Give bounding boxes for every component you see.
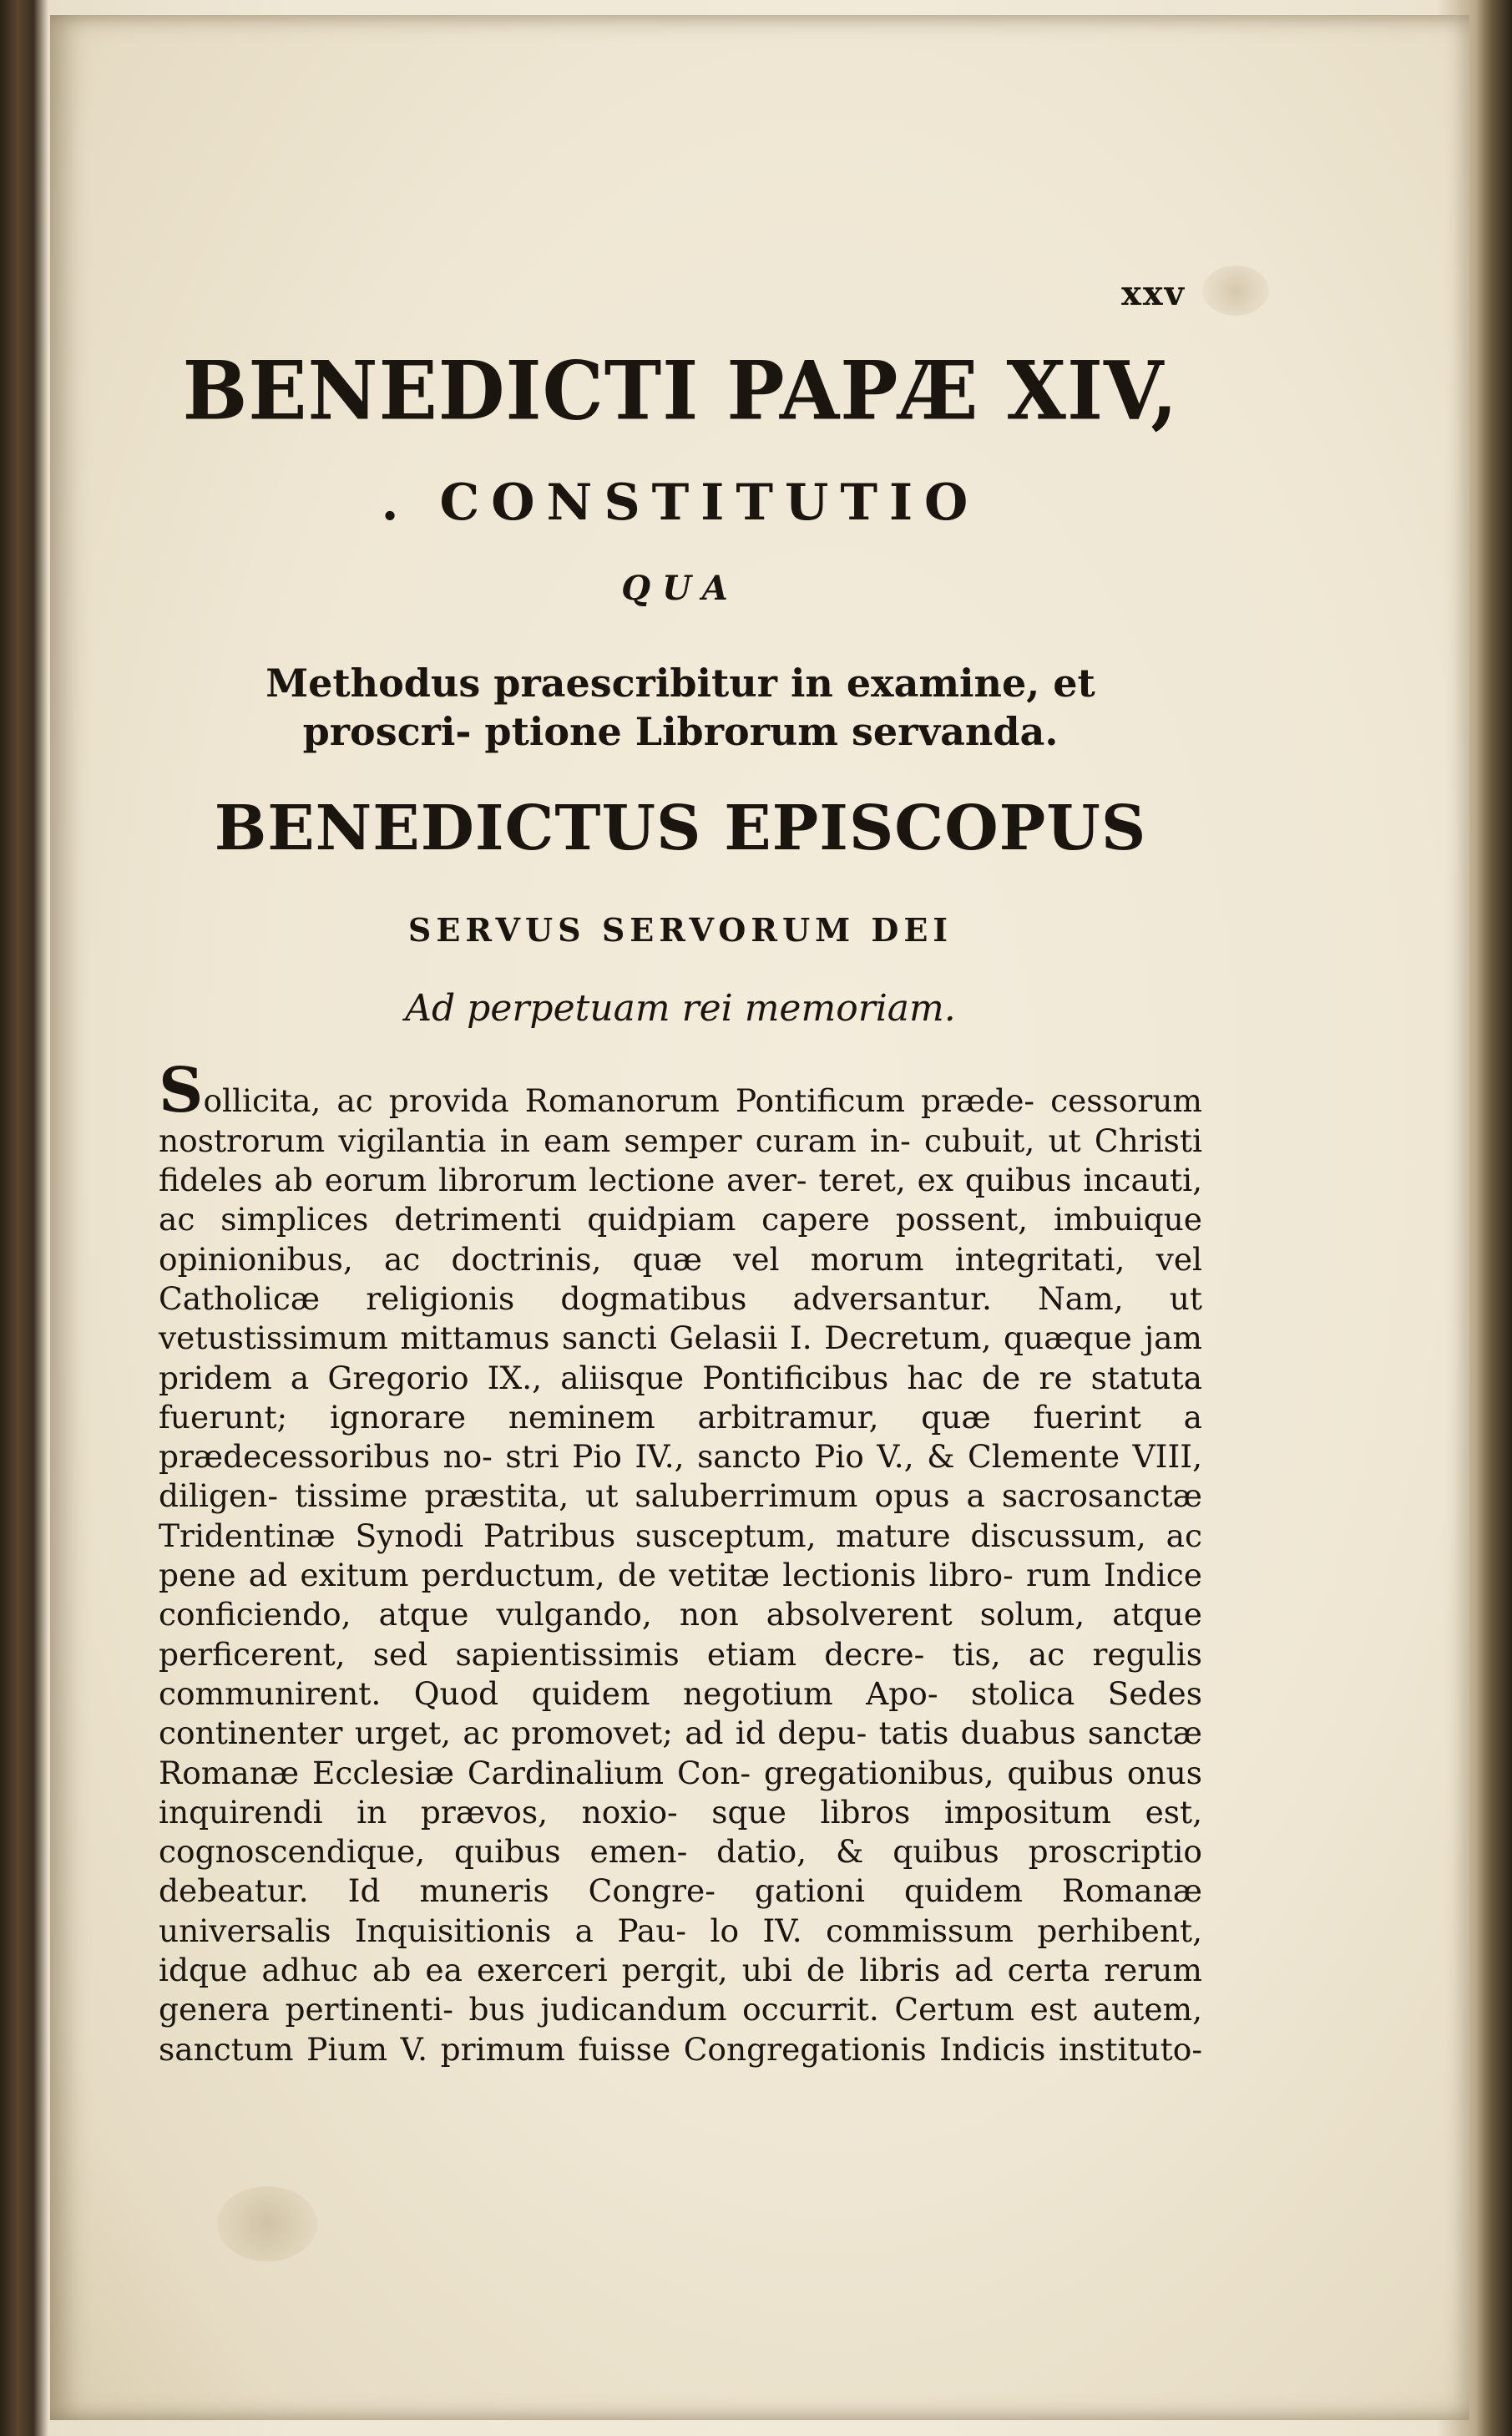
paper-stain [1202, 266, 1269, 316]
title-episcopus: BENEDICTUS EPISCOPUS [214, 793, 1147, 865]
title-qua: QUA [621, 569, 740, 609]
title-servus: SERVUS SERVORUM DEI [407, 911, 953, 950]
title-benedicti: BENEDICTI PAPÆ XIV, [182, 343, 1179, 438]
subtitle-methodus: Methodus praescribitur in examine, et proscri- ptione Librorum servanda. [265, 661, 1095, 755]
title-ad-perpetuam: Ad perpetuam rei memoriam. [405, 987, 956, 1031]
page-number: xxv [1121, 274, 1186, 313]
body-paragraph [159, 1055, 1202, 2069]
book-page [50, 15, 1469, 2420]
text-column [159, 343, 1202, 2069]
body-text: ollicita, ac provida Romanorum Pontificum præde- cessorum nostrorum vigilantia in eam semper curam in- cubuit, ut Christi fideles ab eorum librorum lectione aver- teret, ex quibus incauti, ac simplices detrimenti quidpiam capere possent, imbuique opinionibus, ac doctrinis, quæ vel morum integritati, vel Catholicæ religionis dogmatibus adversantur. Nam, ut vetustissimum mittamus sancti Gelasii I. Decretum, quæque jam pridem a Gregorio IX., aliisque Pontificibus hac de re statuta fuerunt; ignorare neminem arbitramur, quæ fuerint a prædecessoribus no- stri Pio IV., sancto Pio V., & Clemente VIII, diligen- tissime præstita, ut saluberrimum opus a sacrosanctæ Tridentinæ Synodi Patribus susceptum, mature discussum, ac pene ad exitum perductum, de vetitæ lectionis libro- rum Indice conficiendo, atque vulgando, non absolverent solum, atque perficerent, sed sapientissimis etiam decre- tis, ac regulis communirent. Quod quidem negotium Apo- stolica Sedes continenter urget, ac promovet; ad id depu- tatis duabus sanctæ Romanæ Ecclesiæ Cardinalium Con- gregationibus, quibus onus inquirendi in prævos, noxio- sque libros impositum est, cognoscendique, quibus emen- datio, & quibus proscriptio debeatur. Id muneris Congre- gationi quidem Romanæ universalis Inquisitionis a Pau- lo IV. commissum perhibent, idque adhuc ab ea exerceri pergit, ubi de libris ad certa rerum genera pertinenti- bus judicandum occurrit. Certum est autem, sanctum Pium V. primum fuisse Congregationis Indicis instituto- [159, 1082, 1202, 2068]
drop-cap: S [159, 1055, 204, 1127]
paper-stain [217, 2186, 317, 2261]
title-constitutio: . CONSTITUTIO [381, 474, 980, 533]
